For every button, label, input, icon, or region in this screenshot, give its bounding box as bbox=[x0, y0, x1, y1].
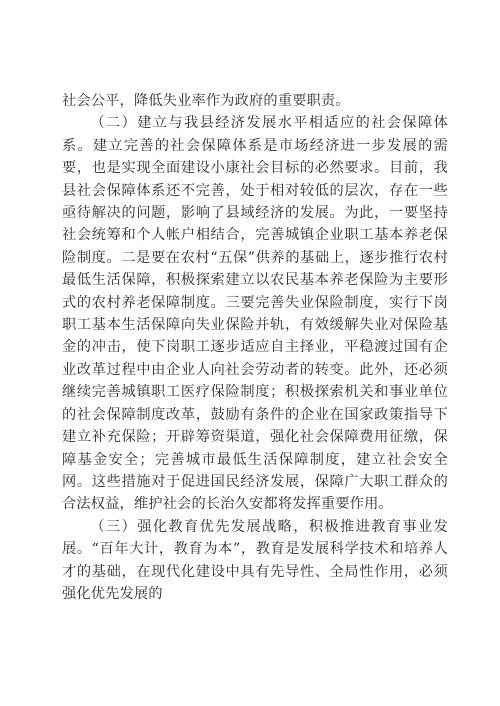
paragraph-continuation: 社会公平，降低失业率作为政府的重要职责。 bbox=[62, 93, 350, 109]
paragraph-education: （三）强化教育优先发展战略，积极推进教育事业发展。“百年大计，教育为本”，教育是发展科学技术和培养人才的基础，在现代化建设中具有先导性、全局性作用，必须强化优先发展的 bbox=[62, 518, 448, 602]
document-body bbox=[62, 90, 448, 605]
paragraph-social-security: （二）建立与我县经济发展水平相适应的社会保障体系。建立完善的社会保障体系是市场经济进一步发展的需要，也是实现全面建设小康社会目标的必然要求。目前，我县社会保障体系还不完善，处于相对较低的层次，存在一些亟待解决的问题，影响了县域经济的发展。为此，一要坚持社会统筹和个人帐户相结合，完善城镇企业职工基本养老保险制度。二是要在农村“五保”供养的基础上，逐步推行农村最低生活保障，积极探索建立以农民基本养老保险为主要形式的农村养老保障制度。三要完善失业保险制度，实行下岗职工基本生活保障向失业保险并轨，有效缓解失业对保险基金的冲击，使下岗职工逐步适应自主择业，平稳渡过国有企业改革过程中由企业人向社会劳动者的转变。此外，还必须继续完善城镇职工医疗保险制度；积极探索机关和事业单位的社会保障制度改革，鼓励有条件的企业在国家政策指导下建立补充保险；开辟筹资渠道，强化社会保障费用征缴，保障基金安全；完善城市最低生活保障制度，建立社会安全网。这些措施对于促进国民经济发展，保障广大职工群众的合法权益，维护社会的长治久安都将发挥重要作用。 bbox=[62, 115, 448, 513]
